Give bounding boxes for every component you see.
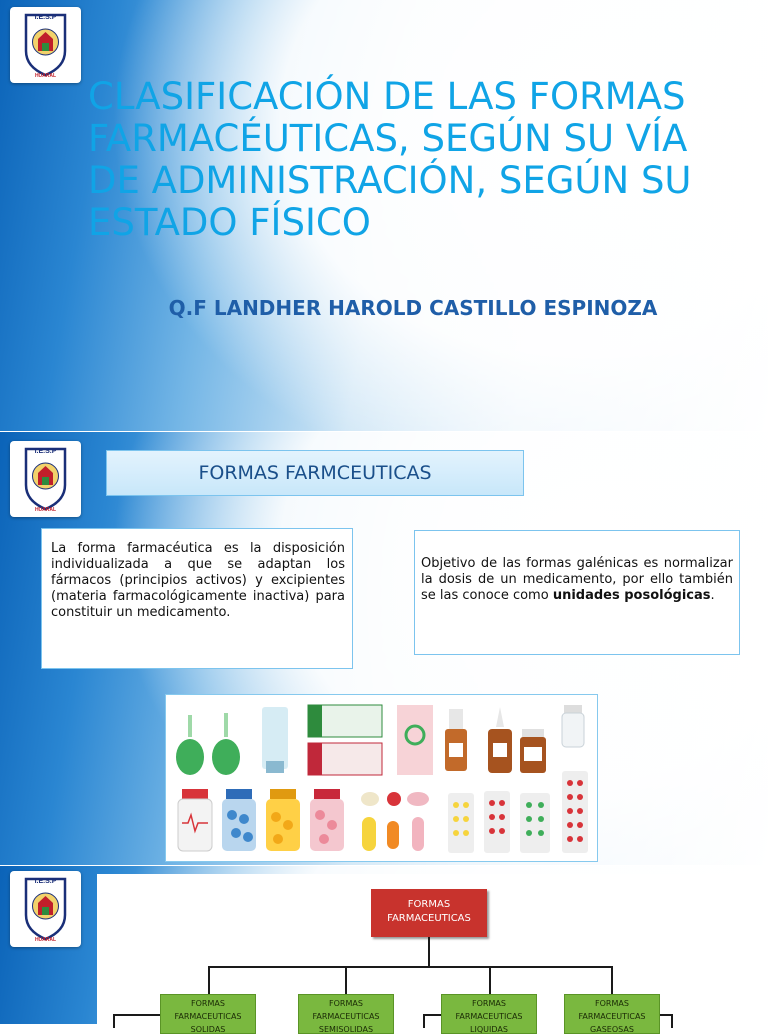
medicine-forms-image <box>166 695 597 861</box>
org-chart-slide <box>0 866 768 1034</box>
sachet-icon <box>397 705 433 775</box>
dropper-bottle-icon <box>488 707 512 773</box>
spray-bottle-icon <box>445 709 467 771</box>
definition-slide <box>0 432 768 866</box>
pill-jar-icon <box>222 789 256 851</box>
connector-line <box>489 966 491 994</box>
connector-line <box>423 1014 425 1028</box>
medicine-box-icon <box>308 743 382 775</box>
diagram-node-gaseous: FORMAS FARMACEUTICAS GASEOSAS <box>564 994 660 1034</box>
definition-text-box <box>41 528 353 669</box>
blister-pack-icon <box>448 793 474 853</box>
connector-line <box>671 1014 673 1028</box>
objective-text-box <box>414 530 740 655</box>
pill-jar-icon <box>178 789 212 851</box>
section-heading: FORMAS FARMCEUTICAS <box>106 450 524 496</box>
connector-line <box>345 966 347 994</box>
author-name: Q.F LANDHER HAROLD CASTILLO ESPINOZA <box>168 296 658 320</box>
connector-line <box>428 937 430 967</box>
blister-pack-icon <box>484 791 510 853</box>
logo-city: HUARAL <box>34 73 57 79</box>
logo-acronym: I.E.S.P <box>34 448 57 455</box>
connector-line <box>423 1014 441 1016</box>
logo-city: HUARAL <box>34 507 57 513</box>
diagram-node-solid: FORMAS FARMACEUTICAS SOLIDAS <box>160 994 256 1034</box>
diagram-root-node: FORMAS FARMACEUTICAS <box>371 889 487 937</box>
medicine-box-icon <box>308 705 382 737</box>
logo-city: HUARAL <box>34 937 57 943</box>
connector-line <box>611 966 613 994</box>
blister-pack-icon <box>520 793 550 853</box>
bulb-syringe-icon <box>176 715 204 775</box>
blister-pack-icon <box>562 771 588 853</box>
pill-bottle-icon <box>520 729 546 773</box>
tablets-icon <box>361 792 429 806</box>
presentation-title: CLASIFICACIÓN DE LAS FORMAS FARMACÉUTICAS, SEGÚN SU VÍA DE ADMINISTRACIÓN, SEGÚN SU ESTADO FÍSICO <box>88 75 692 244</box>
objective-text-end: . <box>710 588 715 603</box>
institution-logo <box>10 871 81 947</box>
diagram-node-liquid: FORMAS FARMACEUTICAS LIQUIDAS <box>441 994 537 1034</box>
classification-diagram <box>97 874 768 1034</box>
institution-logo <box>10 441 81 517</box>
connector-line <box>208 966 210 994</box>
medicine-illustration <box>165 694 598 862</box>
pill-jar-icon <box>266 789 300 851</box>
logo-acronym: I.E.S.P <box>34 14 57 21</box>
connector-line <box>113 1014 161 1016</box>
pill-jar-icon <box>310 789 344 851</box>
dropper-bottle-icon <box>212 713 240 775</box>
cream-tube-icon <box>262 707 288 773</box>
title-slide <box>0 0 768 432</box>
objective-text: Objetivo de las formas galénicas es normalizar la dosis de un medicamento, por ello también se las conoce como <box>421 556 733 603</box>
connector-line <box>208 966 612 968</box>
objective-bold-term: unidades posológicas <box>552 588 711 603</box>
capsules-icon <box>362 817 424 851</box>
capsule-bottle-icon <box>562 705 584 747</box>
diagram-node-semisolid: FORMAS FARMACEUTICAS SEMISOLIDAS <box>298 994 394 1034</box>
connector-line <box>113 1014 115 1028</box>
definition-text: La forma farmacéutica es la disposición individualizada a que se adaptan los fármacos (principios activos) y excipientes (materia farmacológicamente inactiva) para constituir un medicamento. <box>51 541 345 620</box>
logo-acronym: I.E.S.P <box>34 878 57 885</box>
institution-logo <box>10 7 81 83</box>
